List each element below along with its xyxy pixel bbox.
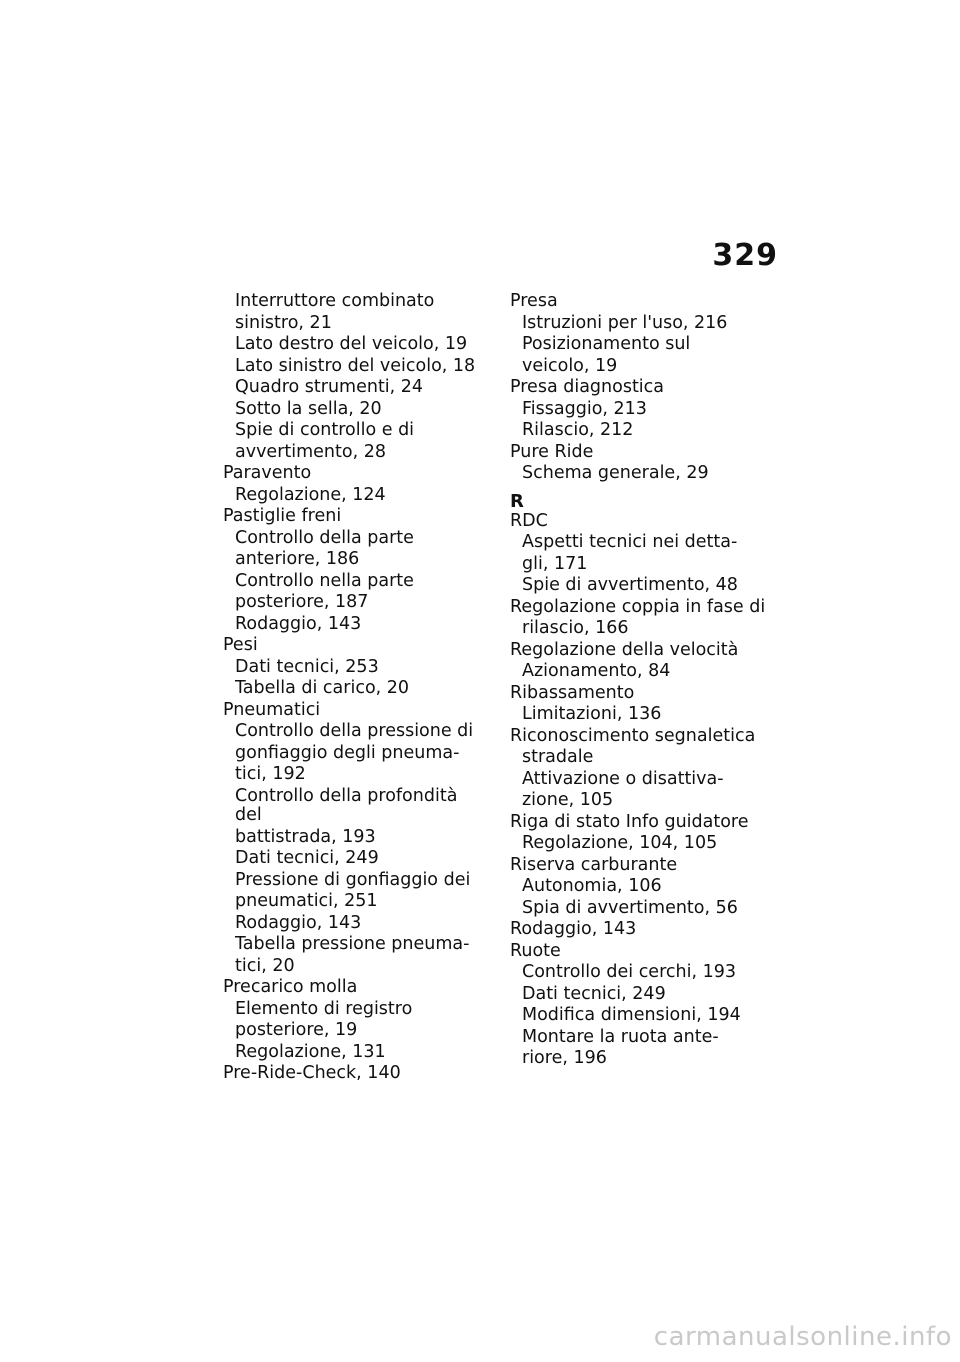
index-entry-line: Dati tecnici, 253 xyxy=(235,656,379,677)
index-sub-entry xyxy=(223,1000,485,1041)
index-entry-line: Limitazioni, 136 xyxy=(522,704,662,724)
index-entry-line: battistrada, 193 xyxy=(235,826,376,847)
index-sub-entry xyxy=(223,914,485,934)
index-entry-line: Quadro strumenti, 24 xyxy=(235,377,424,397)
index-entry-line: posteriore, 19 xyxy=(235,1020,358,1040)
index-main-entry xyxy=(223,978,485,998)
index-entry-line: Controllo dei cerchi, 193 xyxy=(522,962,736,982)
index-entry-line: Paravento xyxy=(223,463,312,483)
index-entry-line: Regolazione, 104, 105 xyxy=(522,833,718,853)
index-sub-entry xyxy=(510,770,772,811)
index-sub-entry xyxy=(223,335,485,355)
index-sub-entry xyxy=(223,357,485,377)
index-sub-entry xyxy=(510,314,772,334)
index-entry-line: Regolazione coppia in fase di xyxy=(510,596,766,617)
index-entry-line: Precarico molla xyxy=(223,977,358,997)
index-entry-line: Dati tecnici, 249 xyxy=(235,848,379,868)
index-sub-entry xyxy=(223,871,485,912)
index-entry-line: Rodaggio, 143 xyxy=(235,613,362,634)
index-entry-line: Riconoscimento segnaletica xyxy=(510,725,756,746)
index-main-entry xyxy=(510,813,772,833)
index-entry-line: Fissaggio, 213 xyxy=(522,398,647,419)
index-entry-line: Sotto la sella, 20 xyxy=(235,398,382,419)
index-sub-entry xyxy=(223,529,485,570)
index-entry-line: Montare la ruota ante- xyxy=(522,1026,719,1047)
index-entry-line: Regolazione della velocità xyxy=(510,639,739,660)
index-entry-line: Dati tecnici, 249 xyxy=(522,983,666,1004)
page-number: 329 xyxy=(712,238,778,273)
index-entry-line: Controllo nella parte xyxy=(235,570,414,591)
index-sub-entry xyxy=(510,748,772,768)
index-entry-line: Rodaggio, 143 xyxy=(510,919,637,939)
index-sub-entry xyxy=(510,576,772,596)
index-entry-line: Azionamento, 84 xyxy=(522,661,671,681)
index-main-entry xyxy=(510,443,772,463)
index-entry-line: Spia di avvertimento, 56 xyxy=(522,897,738,918)
index-entry-line: anteriore, 186 xyxy=(235,549,360,569)
index-sub-entry xyxy=(510,877,772,897)
index-main-entry xyxy=(223,636,485,656)
index-main-entry xyxy=(510,512,772,532)
index-main-entry xyxy=(510,292,772,312)
index-entry-line: RDC xyxy=(510,510,548,531)
index-main-entry xyxy=(510,856,772,876)
index-main-entry xyxy=(510,378,772,398)
index-entry-line: Tabella di carico, 20 xyxy=(235,678,410,698)
index-entry-line: Tabella pressione pneuma- xyxy=(235,934,470,954)
index-main-entry xyxy=(510,598,772,618)
index-sub-entry xyxy=(510,464,772,484)
index-entry-line: Spie di controllo e di xyxy=(235,420,415,440)
index-entry-line: Spie di avvertimento, 48 xyxy=(522,575,738,595)
index-entry-line: Pesi xyxy=(223,635,258,655)
index-entry-line: Aspetti tecnici nei detta- xyxy=(522,532,738,552)
index-entry-line: Regolazione, 124 xyxy=(235,484,386,505)
index-main-entry xyxy=(223,507,485,527)
index-main-entry xyxy=(510,920,772,940)
index-entry-line: Controllo della parte xyxy=(235,527,414,548)
index-entry-line: Modifica dimensioni, 194 xyxy=(522,1005,741,1025)
index-sub-entry xyxy=(510,834,772,854)
index-sub-entry xyxy=(510,1006,772,1026)
index-entry-line: Elemento di registro xyxy=(235,998,413,1019)
index-entry-line: Controllo della profondità del xyxy=(235,785,458,825)
index-sub-entry xyxy=(223,722,485,785)
index-entry-line: R xyxy=(510,490,524,512)
index-sub-entry xyxy=(223,421,485,462)
index-entry-line: Riserva carburante xyxy=(510,854,678,875)
index-entry-line: Autonomia, 106 xyxy=(522,876,662,896)
index-entry-line: Regolazione, 131 xyxy=(235,1041,386,1062)
index-sub-entry xyxy=(223,935,485,976)
index-entry-line: avvertimento, 28 xyxy=(235,441,386,462)
index-sub-entry xyxy=(510,421,772,441)
index-sub-entry xyxy=(223,1043,485,1063)
index-sub-entry xyxy=(223,378,485,398)
index-entry-line: Lato destro del veicolo, 19 xyxy=(235,334,468,354)
index-sub-entry xyxy=(510,963,772,983)
index-entry-line: Istruzioni per l'uso, 216 xyxy=(522,312,728,333)
index-main-entry xyxy=(510,942,772,962)
index-main-entry xyxy=(510,641,772,661)
index-sub-entry xyxy=(510,533,772,574)
index-sub-entry xyxy=(223,787,485,848)
index-entry-line: Posizionamento sul xyxy=(522,334,691,354)
watermark: carmanualsonline.info xyxy=(653,1322,952,1352)
index-entry-line: veicolo, 19 xyxy=(522,355,618,376)
index-sub-entry xyxy=(510,619,772,639)
index-entry-line: tici, 192 xyxy=(235,764,306,784)
index-entry-line: pneumatici, 251 xyxy=(235,891,378,911)
index-entry-line: Ribassamento xyxy=(510,682,635,703)
index-entry-line: Interruttore combinato xyxy=(235,291,435,311)
index-sub-entry xyxy=(510,985,772,1005)
index-entry-line: stradale xyxy=(522,747,594,767)
index-entry-line: Schema generale, 29 xyxy=(522,463,709,483)
index-main-entry xyxy=(510,727,772,747)
index-sub-entry xyxy=(223,615,485,635)
index-entry-line: Attivazione o disattiva- xyxy=(522,768,724,789)
index-entry-line: Rilascio, 212 xyxy=(522,420,634,440)
index-entry-line: rilascio, 166 xyxy=(522,618,629,638)
index-entry-line: Rodaggio, 143 xyxy=(235,912,362,933)
index-entry-line: Ruote xyxy=(510,940,561,961)
index-entry-line: Controllo della pressione di xyxy=(235,721,474,741)
index-entry-line: Riga di stato Info guidatore xyxy=(510,811,749,832)
index-entry-line: riore, 196 xyxy=(522,1048,607,1068)
index-entry-line: zione, 105 xyxy=(522,790,614,810)
index-main-entry xyxy=(223,1064,485,1084)
index-letter-heading xyxy=(510,492,772,512)
index-sub-entry xyxy=(510,705,772,725)
index-entry-line: posteriore, 187 xyxy=(235,592,369,612)
index-sub-entry xyxy=(510,662,772,682)
index-entry-line: Pressione di gonfiaggio dei xyxy=(235,869,471,890)
index-column-right xyxy=(510,292,772,1071)
index-entry-line: Presa diagnostica xyxy=(510,377,665,397)
index-main-entry xyxy=(223,464,485,484)
index-entry-line: Pastiglie freni xyxy=(223,506,342,526)
index-sub-entry xyxy=(510,400,772,420)
index-sub-entry xyxy=(223,849,485,869)
index-sub-entry xyxy=(223,679,485,699)
index-entry-line: tici, 20 xyxy=(235,955,295,976)
index-main-entry xyxy=(223,701,485,721)
index-entry-line: gli, 171 xyxy=(522,553,588,574)
index-sub-entry xyxy=(223,572,485,613)
index-entry-line: Pneumatici xyxy=(223,699,321,720)
index-entry-line: Pure Ride xyxy=(510,441,594,462)
index-entry-line: Lato sinistro del veicolo, 18 xyxy=(235,355,476,376)
index-sub-entry xyxy=(510,335,772,376)
index-entry-line: gonfiaggio degli pneuma- xyxy=(235,742,460,763)
index-sub-entry xyxy=(223,658,485,678)
index-sub-entry xyxy=(510,899,772,919)
index-column-left xyxy=(223,292,485,1086)
index-sub-entry xyxy=(223,400,485,420)
index-main-entry xyxy=(510,684,772,704)
index-sub-entry xyxy=(223,486,485,506)
index-entry-line: Presa xyxy=(510,291,558,311)
index-entry-line: Pre-Ride-Check, 140 xyxy=(223,1063,401,1083)
index-sub-entry xyxy=(510,1028,772,1069)
index-entry-line: sinistro, 21 xyxy=(235,312,332,333)
index-sub-entry xyxy=(223,292,485,333)
